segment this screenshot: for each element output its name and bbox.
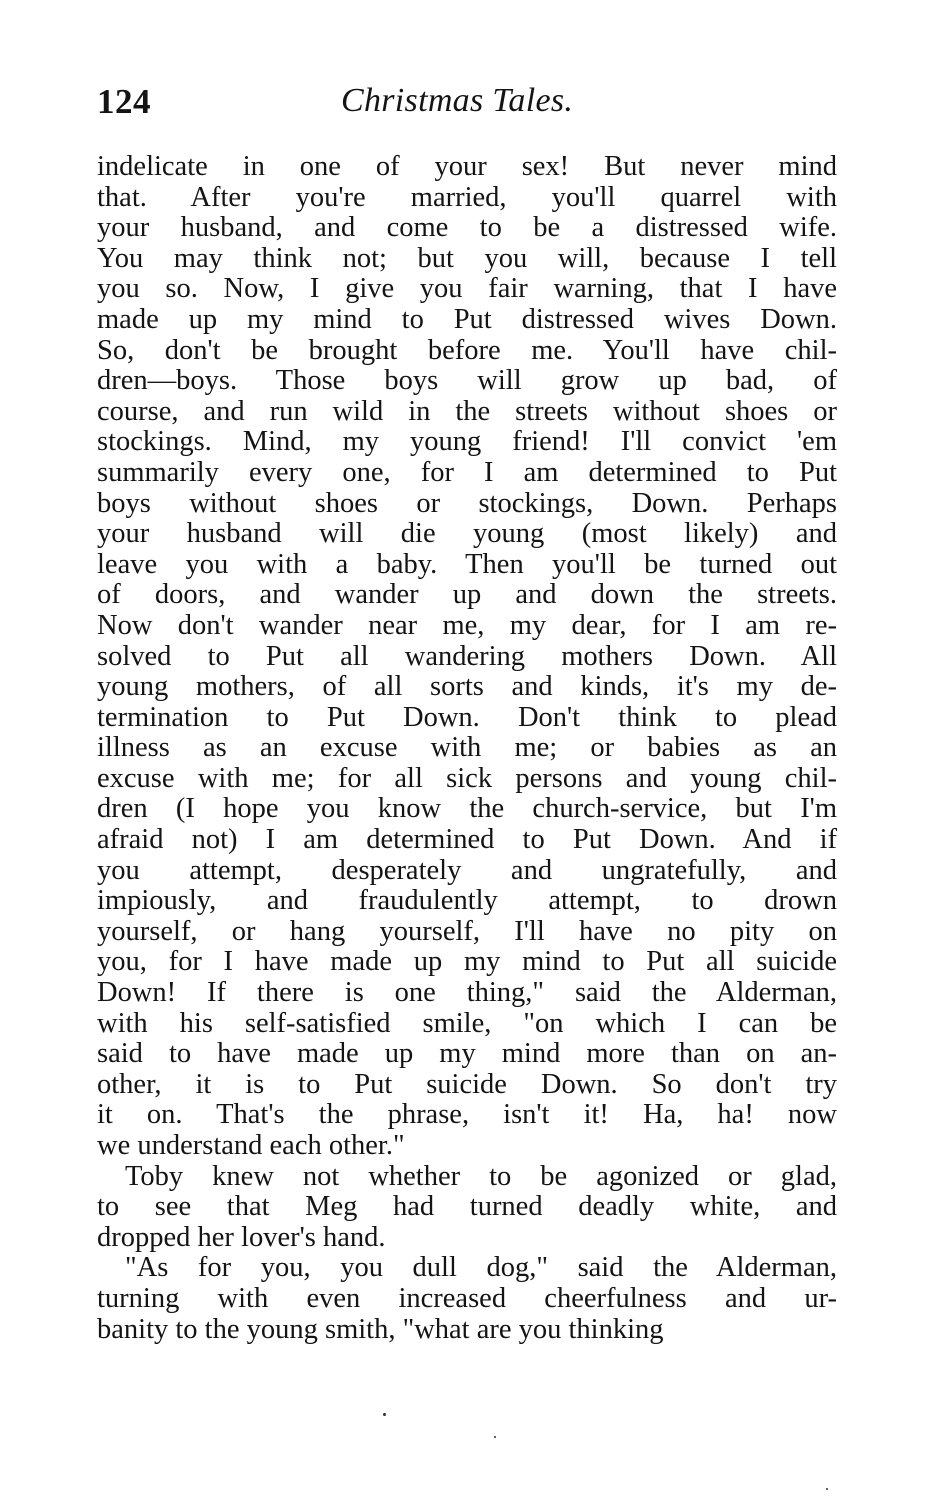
text-line: impiously, and fraudulently attempt, to drown (97, 885, 837, 917)
paragraph (97, 1162, 837, 1254)
text-line: Down! If there is one thing," said the Alderman, (97, 977, 837, 1009)
text-line: your husband will die young (most likely) and (97, 518, 837, 550)
text-line: said to have made up my mind more than on an- (97, 1038, 837, 1070)
text-line: summarily every one, for I am determined to Put (97, 456, 837, 488)
paragraph (97, 1253, 837, 1345)
text-line: to see that Meg had turned deadly white, and (97, 1191, 837, 1223)
text-line: course, and run wild in the streets without shoes or (97, 395, 837, 427)
text-line: young mothers, of all sorts and kinds, it's my de- (97, 671, 837, 703)
text-line: that. After you're married, you'll quarrel with (97, 181, 837, 213)
print-speck (826, 1488, 828, 1490)
text-line: illness as an excuse with me; or babies as an (97, 732, 837, 764)
text-line: of doors, and wander up and down the streets. (97, 579, 837, 611)
text-line: other, it is to Put suicide Down. So don't try (97, 1068, 837, 1100)
text-line: dropped her lover's hand. (97, 1221, 386, 1253)
running-head (97, 82, 837, 130)
body-text (97, 152, 837, 1345)
text-line: turning with even increased cheerfulness and ur- (97, 1282, 837, 1314)
text-line: we understand each other." (97, 1130, 405, 1161)
text-line: stockings. Mind, my young friend! I'll convict 'em (97, 426, 837, 458)
text-line: "As for you, you dull dog," said the Alderman, (125, 1252, 837, 1284)
text-line: afraid not) I am determined to Put Down. And if (97, 824, 837, 856)
text-line: Toby knew not whether to be agonized or glad, (125, 1160, 837, 1192)
print-speck (494, 1436, 496, 1438)
text-line: it on. That's the phrase, isn't it! Ha, ha! now (97, 1099, 837, 1131)
page-number: 124 (97, 82, 151, 121)
book-title: Christmas Tales. (341, 82, 574, 119)
text-line: leave you with a baby. Then you'll be turned out (97, 548, 837, 580)
paragraph (97, 152, 837, 1162)
text-line: you so. Now, I give you fair warning, that I have (97, 273, 837, 305)
text-line: So, don't be brought before me. You'll have chil- (97, 334, 837, 366)
text-line: you, for I have made up my mind to Put all suicide (97, 946, 837, 978)
text-line: You may think not; but you will, because I tell (97, 242, 837, 274)
text-line: made up my mind to Put distressed wives Down. (97, 303, 837, 335)
text-line: indelicate in one of your sex! But never mind (97, 151, 837, 182)
text-line: solved to Put all wandering mothers Down. All (97, 640, 837, 672)
text-line: your husband, and come to be a distressed wife. (97, 212, 837, 244)
text-line: banity to the young smith, "what are you thinking (97, 1313, 664, 1345)
text-line: termination to Put Down. Don't think to plead (97, 701, 837, 733)
text-line: excuse with me; for all sick persons and young chil- (97, 762, 837, 794)
text-line: with his self-satisfied smile, "on which I can be (97, 1007, 837, 1039)
text-line: you attempt, desperately and ungratefully, and (97, 854, 837, 886)
print-speck (383, 1413, 386, 1416)
text-line: yourself, or hang yourself, I'll have no pity on (97, 915, 837, 947)
text-line: Now don't wander near me, my dear, for I am re- (97, 609, 837, 641)
text-line: dren (I hope you know the church-service, but I'm (97, 793, 837, 825)
text-line: dren—boys. Those boys will grow up bad, of (97, 365, 837, 397)
text-line: boys without shoes or stockings, Down. Perhaps (97, 487, 837, 519)
